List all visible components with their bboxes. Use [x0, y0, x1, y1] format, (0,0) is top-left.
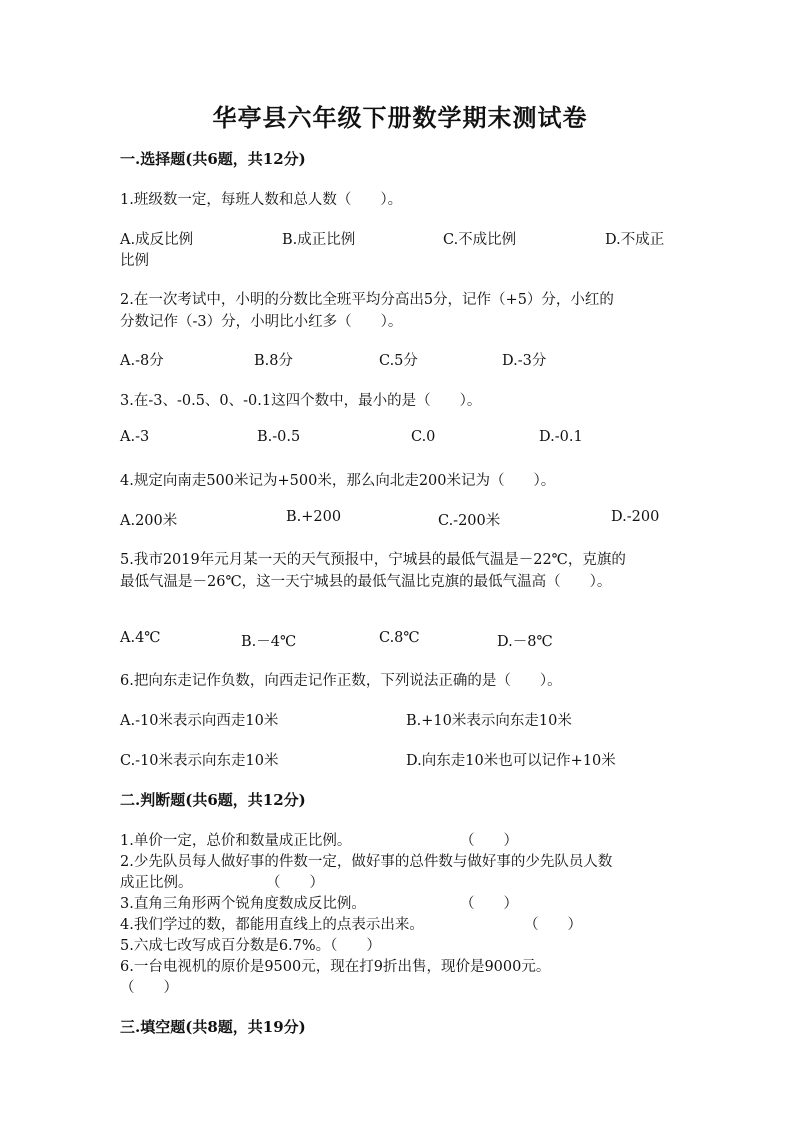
q1-option-c: C.不成比例 [443, 232, 517, 248]
q5-option-a: A.4℃ [120, 630, 161, 646]
judge-item-3: 3.直角三角形两个锐角度数成反比例。 [120, 896, 366, 912]
q6-option-c: C.-10米表示向东走10米 [120, 753, 279, 769]
judge-item-3-answer-blank: （ ） [460, 896, 518, 912]
judge-item-2-answer-blank: （ ） [266, 875, 324, 891]
page-title: 华亭县六年级下册数学期末测试卷 [212, 103, 588, 132]
question-5-stem-line2: 最低气温是－26℃，这一天宁城县的最低气温比克旗的最低气温高（ ）。 [120, 574, 612, 590]
q1-option-a: A.成反比例 [120, 232, 194, 248]
q2-option-c: C.5分 [379, 353, 418, 369]
q1-option-d: D.不成正 [605, 232, 665, 248]
q4-option-b: B.+200 [286, 509, 342, 525]
q4-option-c: C.-200米 [438, 513, 501, 529]
question-2-stem-line1: 2.在一次考试中，小明的分数比全班平均分高出5分，记作（+5）分，小红的 [120, 292, 614, 308]
question-2-stem-line2: 分数记作（-3）分，小明比小红多（ ）。 [120, 314, 403, 330]
judge-item-4-answer-blank: （ ） [524, 917, 582, 933]
section-heading-fill: 三.填空题(共8题，共19分) [120, 1018, 306, 1036]
question-4-stem: 4.规定向南走500米记为+500米，那么向北走200米记为（ ）。 [120, 473, 556, 489]
q3-option-c: C.0 [411, 429, 436, 445]
judge-item-6-line2: （ ） [120, 980, 178, 996]
question-5-stem-line1: 5.我市2019年元月某一天的天气预报中，宁城县的最低气温是－22℃，克旗的 [120, 552, 626, 568]
q3-option-a: A.-3 [120, 429, 150, 445]
question-1-stem: 1.班级数一定，每班人数和总人数（ ）。 [120, 192, 403, 208]
judge-item-4: 4.我们学过的数，都能用直线上的点表示出来。 [120, 917, 424, 933]
q5-option-c: C.8℃ [379, 630, 420, 646]
q5-option-b: B.－4℃ [241, 634, 297, 650]
section-heading-choice: 一.选择题(共6题，共12分) [120, 150, 306, 168]
judge-item-5: 5.六成七改写成百分数是6.7%。（ ） [120, 938, 381, 954]
question-6-stem: 6.把向东走记作负数，向西走记作正数，下列说法正确的是（ ）。 [120, 673, 562, 689]
judge-item-1: 1.单价一定，总价和数量成正比例。 [120, 833, 352, 849]
q6-option-d: D.向东走10米也可以记作+10米 [406, 753, 616, 769]
q3-option-b: B.-0.5 [257, 429, 301, 445]
judge-item-1-answer-blank: （ ） [460, 833, 518, 849]
q2-option-b: B.8分 [254, 353, 293, 369]
judge-item-6-line1: 6.一台电视机的原价是9500元，现在打9折出售，现价是9000元。 [120, 959, 551, 975]
q1-option-b: B.成正比例 [282, 232, 356, 248]
q1-option-d-wrap: 比例 [120, 253, 149, 269]
question-3-stem: 3.在-3、-0.5、0、-0.1这四个数中，最小的是（ ）。 [120, 393, 482, 409]
q2-option-d: D.-3分 [502, 353, 547, 369]
q6-option-b: B.+10米表示向东走10米 [406, 713, 572, 729]
q6-option-a: A.-10米表示向西走10米 [120, 713, 279, 729]
q4-option-d: D.-200 [611, 509, 660, 525]
judge-item-2-line1: 2.少先队员每人做好事的件数一定，做好事的总件数与做好事的少先队员人数 [120, 854, 613, 870]
judge-item-2-line2: 成正比例。 [120, 875, 193, 891]
q2-option-a: A.-8分 [120, 353, 164, 369]
q4-option-a: A.200米 [120, 513, 178, 529]
q5-option-d: D.－8℃ [497, 634, 553, 650]
q3-option-d: D.-0.1 [539, 429, 583, 445]
section-heading-judge: 二.判断题(共6题，共12分) [120, 791, 306, 809]
